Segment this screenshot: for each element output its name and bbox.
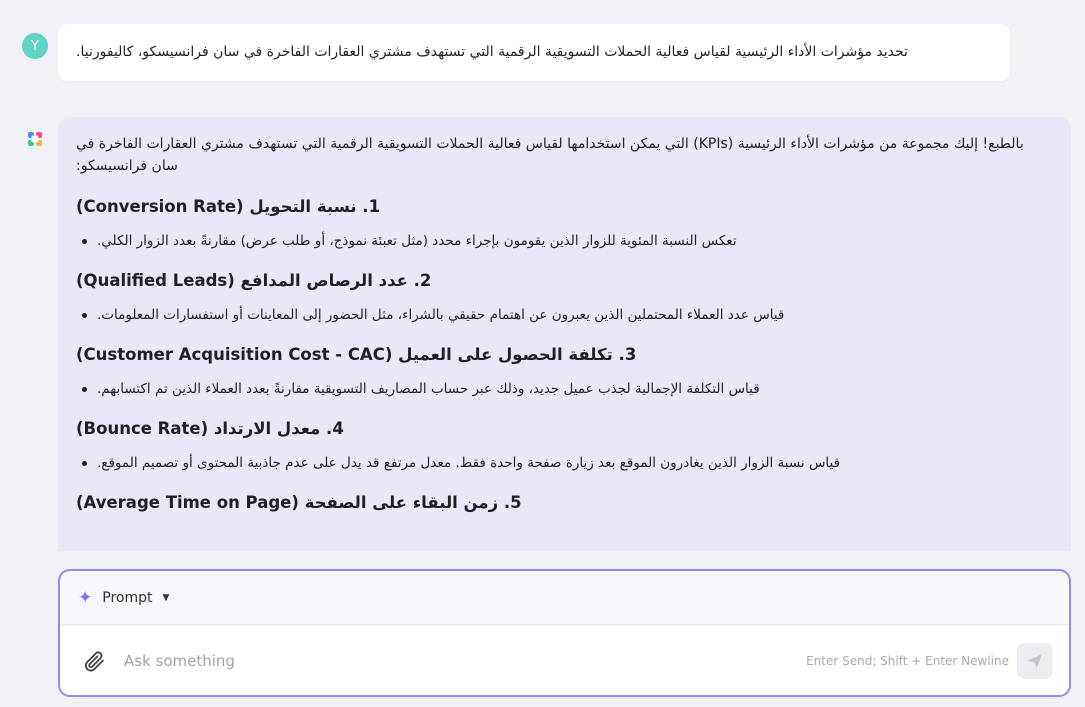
composer-body — [60, 626, 1069, 695]
list-item — [76, 379, 1043, 399]
assistant-intro: بالطبع! إليك مجموعة من مؤشرات الأداء الرئيسية (KPIs) التي يمكن استخدامها لقياس فعالية الحملات التسويقية الرقمية التي تستهدف مشتري العقارات الفاخرة في سان فرانسيسكو: — [76, 136, 1024, 174]
bullet-dot-icon — [82, 239, 87, 244]
bullet-dot-icon — [82, 387, 87, 392]
prompt-mode-label: Prompt — [102, 589, 153, 606]
prompt-mode-selector[interactable] — [60, 571, 1069, 625]
section-title: 4. معدل الارتداد (Bounce Rate) — [76, 419, 344, 438]
section-title: 5. زمن البقاء على الصفحة (Average Time on Page) — [76, 493, 522, 512]
assistant-logo-icon — [26, 130, 44, 148]
section-title: 3. تكلفة الحصول على العميل (Customer Acquisition Cost - CAC) — [76, 345, 637, 364]
sparkle-icon: ✦ — [78, 587, 93, 608]
bullet-text: قياس التكلفة الإجمالية لجذب عميل جديد، وذلك عبر حساب المصاريف التسويقية مقارنةً بعدد العملاء الذين تم اكتسابهم. — [97, 381, 760, 397]
user-avatar: Y — [22, 33, 48, 59]
user-message: تحديد مؤشرات الأداء الرئيسية لقياس فعالية الحملات التسويقية الرقمية التي تستهدف مشتري العقارات الفاخرة في سان فرانسيسكو، كاليفورنيا. — [58, 24, 1010, 81]
bullet-dot-icon — [82, 313, 87, 318]
composer — [58, 569, 1071, 697]
keyboard-hint: Enter Send; Shift + Enter Newline — [806, 653, 1009, 668]
bullet-dot-icon — [82, 461, 87, 466]
assistant-message — [58, 117, 1071, 551]
list-item — [76, 305, 1043, 325]
send-button[interactable] — [1017, 643, 1053, 679]
section-title: 1. نسبة التحويل (Conversion Rate) — [76, 197, 381, 216]
caret-down-icon: ▼ — [162, 592, 170, 603]
bullet-text: تعكس النسبة المئوية للزوار الذين يقومون بإجراء محدد (مثل تعبئة نموذج، أو طلب عرض) مقارنةً بعدد الزوار الكلي. — [97, 233, 737, 249]
list-item — [76, 231, 1043, 251]
bullet-text: قياس عدد العملاء المحتملين الذين يعبرون عن اهتمام حقيقي بالشراء، مثل الحضور إلى المعاينات أو استفسارات المعلومات. — [97, 307, 785, 323]
user-message-row — [22, 24, 1010, 81]
list-item — [76, 453, 1043, 473]
paperclip-icon[interactable] — [82, 649, 106, 673]
bullet-text: قياس نسبة الزوار الذين يغادرون الموقع بعد زيارة صفحة واحدة فقط. معدل مرتفع قد يدل على عدم جاذبية المحتوى أو تصميم الموقع. — [97, 455, 841, 471]
send-icon — [1026, 652, 1044, 670]
section-title: 2. عدد الرصاص المدافع (Qualified Leads) — [76, 271, 432, 290]
ask-input[interactable] — [124, 652, 806, 670]
